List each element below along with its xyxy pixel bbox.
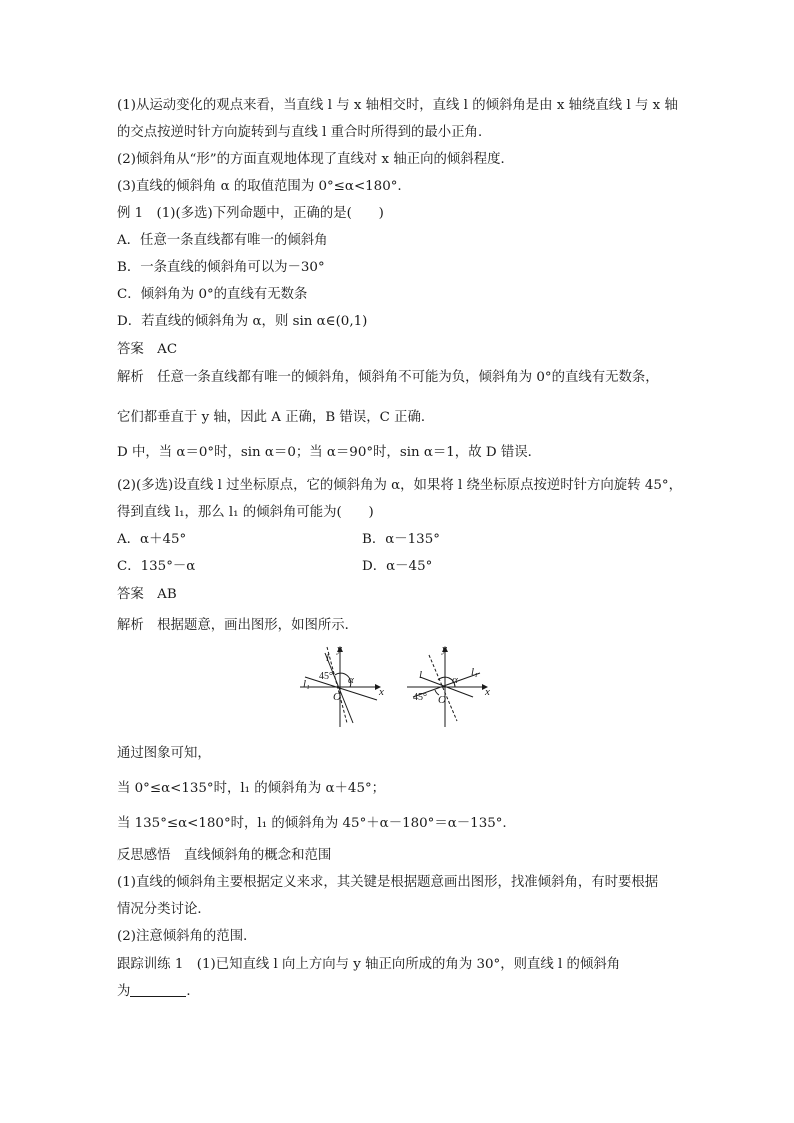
svg-text:α: α (452, 674, 458, 686)
angle-diagram (295, 645, 505, 730)
svg-text:l: l (419, 669, 423, 681)
question-text: (2)(多选)设直线 l 过坐标原点，它的倾斜角为 α，如果将 l 绕坐标原点按逆时针方向旋转 45°， (117, 478, 682, 493)
reflection-text: (1)直线的倾斜角主要根据定义来求，其关键是根据题意画出图形，找准倾斜角，有时要根据 (117, 875, 659, 890)
text-line: (3)直线的倾斜角 α 的取值范围为 0°≤α<180°. (117, 179, 402, 194)
svg-text:l₁: l₁ (303, 678, 310, 690)
svg-text:45°: 45° (319, 671, 333, 682)
answer-blank[interactable] (130, 984, 186, 997)
option-c: C．倾斜角为 0°的直线有无数条 (117, 287, 308, 302)
svg-text:x: x (379, 686, 384, 698)
option-d: D．α－45° (362, 559, 433, 574)
svg-text:45°: 45° (413, 692, 427, 703)
option-row (117, 531, 186, 549)
option-b: B．α－135° (362, 532, 440, 547)
option-d: D．若直线的倾斜角为 α，则 sin α∈(0,1) (117, 314, 368, 329)
question-text: 得到直线 l₁，那么 l₁ 的倾斜角可能为( ) (117, 505, 374, 520)
text-line: 当 0°≤α<135°时，l₁ 的倾斜角为 α＋45°； (117, 781, 386, 796)
right-diagram (407, 645, 490, 727)
text-line: 通过图象可知， (117, 746, 211, 761)
svg-text:y: y (337, 645, 342, 655)
text-fragment: ． (186, 984, 200, 999)
exercise-text (117, 983, 200, 1001)
analysis-text: 它们都垂直于 y 轴，因此 A 正确，B 错误，C 正确． (117, 410, 435, 425)
svg-text:α: α (348, 674, 354, 686)
option-c: C．135°－α (117, 559, 196, 574)
example-heading: 例 1 (1)(多选)下列命题中，正确的是( ) (117, 206, 384, 221)
answer-label: 答案 AB (117, 587, 177, 602)
text-line: (2)倾斜角从“形”的方面直观地体现了直线对 x 轴正向的倾斜程度． (117, 152, 514, 167)
option-a: A．任意一条直线都有唯一的倾斜角 (117, 233, 328, 248)
analysis-text: D 中，当 α＝0°时，sin α＝0；当 α＝90°时，sin α＝1，故 D 错误． (117, 445, 542, 460)
exercise-text: 跟踪训练 1 (1)已知直线 l 向上方向与 y 轴正向所成的角为 30°，则直线 l 的倾斜角 (117, 957, 621, 972)
angle-figure (295, 645, 505, 730)
reflection-text: (2)注意倾斜角的范围． (117, 929, 257, 944)
option-a: A．α＋45° (117, 532, 187, 547)
svg-text:O: O (333, 691, 341, 703)
svg-text:l₁: l₁ (471, 666, 478, 678)
text-line: 当 135°≤α<180°时，l₁ 的倾斜角为 45°＋α－180°＝α－135°. (117, 816, 507, 831)
reflection-heading: 反思感悟 直线倾斜角的概念和范围 (117, 848, 332, 863)
text-line: 的交点按逆时针方向旋转到与直线 l 重合时所得到的最小正角． (117, 125, 492, 140)
svg-text:l: l (326, 652, 330, 664)
left-diagram (300, 645, 384, 727)
svg-text:y: y (442, 645, 447, 655)
analysis-text: 解析 任意一条直线都有唯一的倾斜角，倾斜角不可能为负，倾斜角为 0°的直线有无数条， (117, 370, 659, 385)
option-b: B．一条直线的倾斜角可以为－30° (117, 260, 325, 275)
text-line: (1)从运动变化的观点来看，当直线 l 与 x 轴相交时，直线 l 的倾斜角是由 x 轴绕直线 l 与 x 轴 (117, 98, 678, 113)
svg-text:O: O (438, 694, 446, 706)
analysis-text: 解析 根据题意，画出图形，如图所示． (117, 618, 359, 633)
text-fragment: 为 (117, 984, 131, 999)
answer-label: 答案 AC (117, 342, 178, 357)
reflection-text: 情况分类讨论． (117, 902, 211, 917)
svg-text:x: x (485, 686, 490, 698)
